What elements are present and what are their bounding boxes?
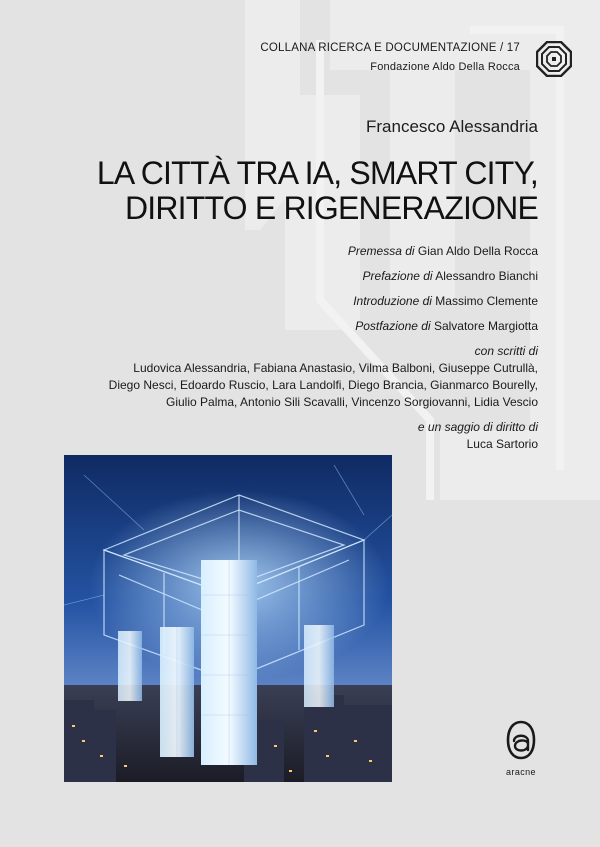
title-line-1: LA CITTÀ TRA IA, SMART CITY, (96, 155, 538, 191)
scritti-label-text: con scritti di (474, 344, 538, 358)
saggio-author: Luca Sartorio (466, 437, 538, 451)
credit-role: Introduzione di (353, 294, 432, 308)
series-collection: COLLANA RICERCA E DOCUMENTAZIONE / 17 (260, 42, 520, 54)
publisher-name: aracne (506, 767, 536, 777)
credit-introduzione (58, 293, 538, 310)
series-block (260, 42, 520, 73)
credit-name: Salvatore Margiotta (433, 319, 538, 333)
credit-name: Alessandro Bianchi (435, 269, 538, 283)
saggio-label-text: e un saggio di diritto di (417, 420, 538, 434)
credit-name: Gian Aldo Della Rocca (417, 244, 538, 258)
credit-role: Prefazione di (362, 269, 433, 283)
aracne-a-icon (505, 720, 537, 760)
contributors-line: Giulio Palma, Antonio Sili Scavalli, Vincenzo Sorgiovanni, Lidia Vescio (166, 395, 538, 409)
octagon-seal-icon (536, 41, 572, 77)
cover-illustration (64, 455, 392, 782)
contributors-list (58, 360, 538, 411)
credit-role: Premessa di (347, 244, 415, 258)
book-author: Francesco Alessandria (366, 117, 538, 136)
credit-postfazione (58, 318, 538, 335)
contributors-line: Diego Nesci, Edoardo Ruscio, Lara Landolfi, Diego Brancia, Gianmarco Bourelly, (108, 378, 538, 392)
credit-prefazione (58, 268, 538, 285)
title-line-2: DIRITTO E RIGENERAZIONE (124, 190, 538, 226)
contributors-line: Ludovica Alessandria, Fabiana Anastasio, Vilma Balboni, Giuseppe Cutrullà, (133, 361, 538, 375)
publisher-logo (505, 720, 537, 777)
credit-premessa (58, 243, 538, 260)
scritti-label (58, 343, 538, 360)
series-foundation: Fondazione Aldo Della Rocca (370, 61, 520, 73)
saggio-label (58, 419, 538, 436)
credits-block (58, 243, 538, 453)
credit-name: Massimo Clemente (435, 294, 538, 308)
book-title (97, 156, 538, 226)
credit-role: Postfazione di (355, 319, 431, 333)
